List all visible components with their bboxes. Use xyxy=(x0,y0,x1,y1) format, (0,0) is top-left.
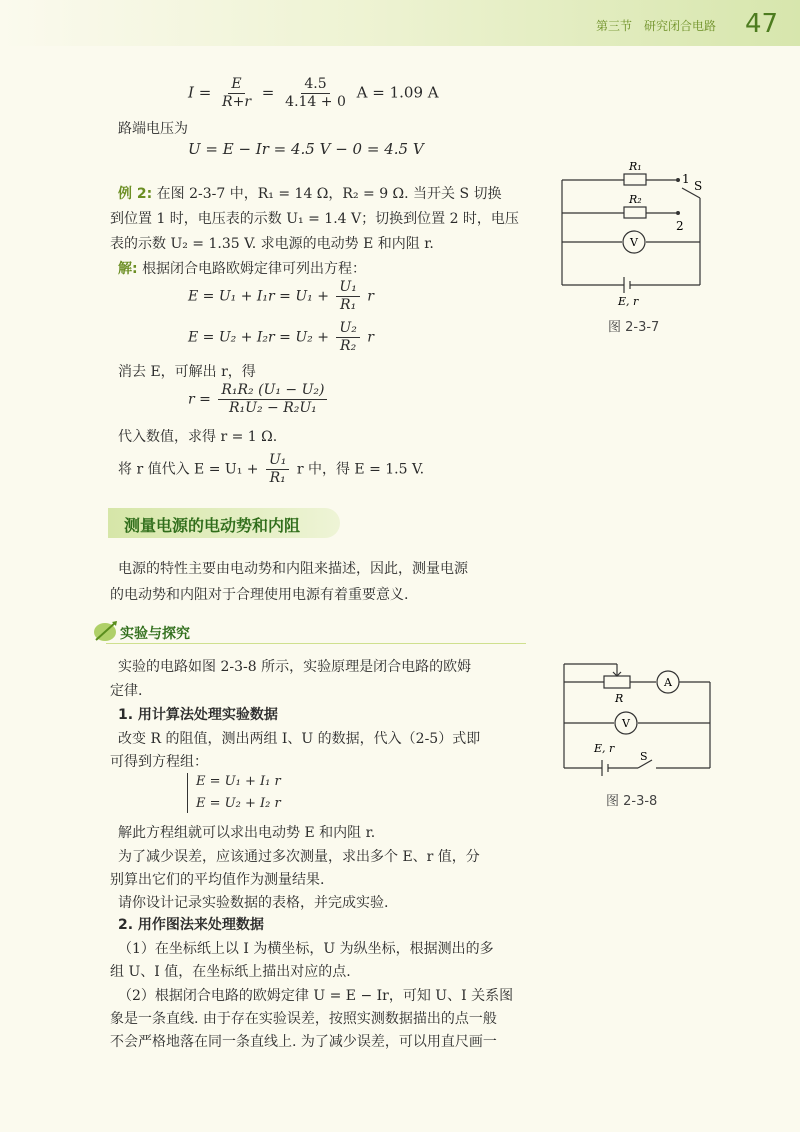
eq-lhs: E = U₁ + I₁r = U₁ + xyxy=(188,288,329,305)
terminal-voltage-equation: U = E − Ir = 4.5 V − 0 = 4.5 V xyxy=(188,140,424,158)
section-paragraph-line-1: 电源的特性主要由电动势和内阻来描述，因此，测量电源 xyxy=(118,561,468,577)
header-section: 第三节 xyxy=(596,19,633,33)
fraction xyxy=(266,452,289,487)
method-1-line-4: 为了减少误差，应该通过多次测量，求出多个 E、r 值，分 xyxy=(118,849,480,865)
voltmeter-label: V xyxy=(630,236,638,249)
page-number: 47 xyxy=(745,9,779,39)
frac-den: R+r xyxy=(222,94,252,110)
terminal-voltage-label: 路端电压为 xyxy=(118,121,188,137)
frac-num: U₁ xyxy=(336,279,359,297)
source-label: E, r xyxy=(618,295,639,308)
source-label: E, r xyxy=(594,742,615,755)
eq-tail: r xyxy=(367,288,374,305)
method-2-line-1: （1）在坐标纸上以 I 为横坐标，U 为纵坐标，根据测出的多 xyxy=(118,941,494,957)
experiment-intro-line-2: 定律. xyxy=(110,683,143,699)
system-equation-1: E = U₁ + I₁ r xyxy=(196,774,281,789)
eq-lhs: r = xyxy=(188,391,211,408)
current-equation xyxy=(188,76,439,111)
eq-lhs: E = U₂ + I₂r = U₂ + xyxy=(188,329,329,346)
fraction xyxy=(336,320,359,355)
substitute-text: 代入数值，求得 r = 1 Ω. xyxy=(118,429,278,445)
frac-den: R₂ xyxy=(340,338,357,354)
experiment-title: 实验与探究 xyxy=(120,626,190,642)
final-post: r 中，得 E = 1.5 V. xyxy=(296,461,425,478)
eq-result: A = 1.09 A xyxy=(356,83,439,102)
method-2-line-5: 不会严格地落在同一条直线上. 为了减少误差，可以用直尺画一 xyxy=(110,1034,497,1050)
example-line-2: 到位置 1 时，电压表的示数 U₁ = 1.4 V；切换到位置 2 时，电压 xyxy=(110,211,519,227)
method-2-title: 2. 用作图法来处理数据 xyxy=(118,917,264,933)
example-label: 例 2: xyxy=(118,186,153,202)
frac-num: E xyxy=(228,76,244,94)
figure-caption-2-3-8: 图 2-3-8 xyxy=(606,794,658,809)
method-1-line-1: 改变 R 的阻值，测出两组 I、U 的数据，代入（2-5）式即 xyxy=(118,731,481,747)
frac-num: U₂ xyxy=(336,320,359,338)
solution-intro xyxy=(118,258,366,278)
eq-sign: = xyxy=(261,83,275,102)
header-title: 研究闭合电路 xyxy=(644,19,717,33)
final-text xyxy=(118,452,424,487)
eliminate-text: 消去 E，可解出 r，得 xyxy=(118,364,256,380)
rheostat-label: R xyxy=(615,692,624,705)
method-1-title: 1. 用计算法处理实验数据 xyxy=(118,707,278,723)
eq-tail: r xyxy=(367,329,374,346)
switch-contact-1 xyxy=(676,178,680,182)
solution-text: 根据闭合电路欧姆定律可列出方程： xyxy=(142,261,367,277)
frac-den: R₁ xyxy=(340,297,357,313)
frac-num: R₁R₂ (U₁ − U₂) xyxy=(218,382,327,400)
solution-label: 解: xyxy=(118,261,138,277)
method-2-line-2: 组 U、I 值，在坐标纸上描出对应的点. xyxy=(110,964,351,980)
section-title: 测量电源的电动势和内阻 xyxy=(124,516,301,535)
circuit-figure-2-3-8 xyxy=(560,650,720,784)
method-1-line-3: 解此方程组就可以求出电动势 E 和内阻 r. xyxy=(118,825,376,841)
section-paragraph-line-2: 的电动势和内阻对于合理使用电源有着重要意义. xyxy=(110,587,409,603)
method-1-line-5: 别算出它们的平均值作为测量结果. xyxy=(110,872,325,888)
frac-num: 4.5 xyxy=(301,76,329,94)
frac-num: U₁ xyxy=(266,452,289,470)
frac-den: 4.14 + 0 xyxy=(285,94,346,110)
switch-label: S xyxy=(640,750,648,763)
ammeter-label: A xyxy=(664,676,672,689)
system-equation-2: E = U₂ + I₂ r xyxy=(196,796,281,811)
switch-contact-2 xyxy=(676,211,680,215)
switch-pos-2-label: 2 xyxy=(676,219,684,233)
example-text: 在图 2-3-7 中，R₁ = 14 Ω，R₂ = 9 Ω. 当开关 S 切换 xyxy=(156,186,502,202)
example-line-1 xyxy=(118,183,502,203)
method-1-line-6: 请你设计记录实验数据的表格，并完成实验. xyxy=(118,895,389,911)
experiment-divider xyxy=(106,643,526,644)
eq-lhs: I = xyxy=(188,83,212,102)
method-2-line-3: （2）根据闭合电路的欧姆定律 U = E − Ir，可知 U、I 关系图 xyxy=(118,988,514,1004)
method-2-line-4: 象是一条直线. 由于存在实验误差，按照实测数据描出的点一般 xyxy=(110,1011,497,1027)
frac-den: R₁ xyxy=(269,470,286,486)
fraction xyxy=(282,76,349,111)
frac-den: R₁U₂ − R₂U₁ xyxy=(229,400,317,416)
figure-caption-2-3-7: 图 2-3-7 xyxy=(608,320,660,335)
fraction xyxy=(336,279,359,314)
r1-label: R₁ xyxy=(629,160,642,173)
solution-equation-1 xyxy=(188,279,374,314)
switch-pos-1-label: 1 xyxy=(682,172,690,186)
method-1-line-2: 可得到方程组： xyxy=(110,754,208,770)
fraction xyxy=(219,76,254,111)
experiment-intro-line-1: 实验的电路如图 2-3-8 所示，实验原理是闭合电路的欧姆 xyxy=(118,659,472,675)
equation-system-brace xyxy=(187,773,194,813)
switch-label: S xyxy=(694,179,703,193)
example-line-3: 表的示数 U₂ = 1.35 V. 求电源的电动势 E 和内阻 r. xyxy=(110,236,434,252)
voltmeter-label: V xyxy=(622,717,630,730)
r2-label: R₂ xyxy=(629,193,642,206)
r-equation xyxy=(188,382,330,417)
circuit-figure-2-3-7 xyxy=(558,160,718,314)
solution-equation-2 xyxy=(188,320,374,355)
fraction xyxy=(218,382,327,417)
final-pre: 将 r 值代入 E = U₁ + xyxy=(118,461,259,478)
